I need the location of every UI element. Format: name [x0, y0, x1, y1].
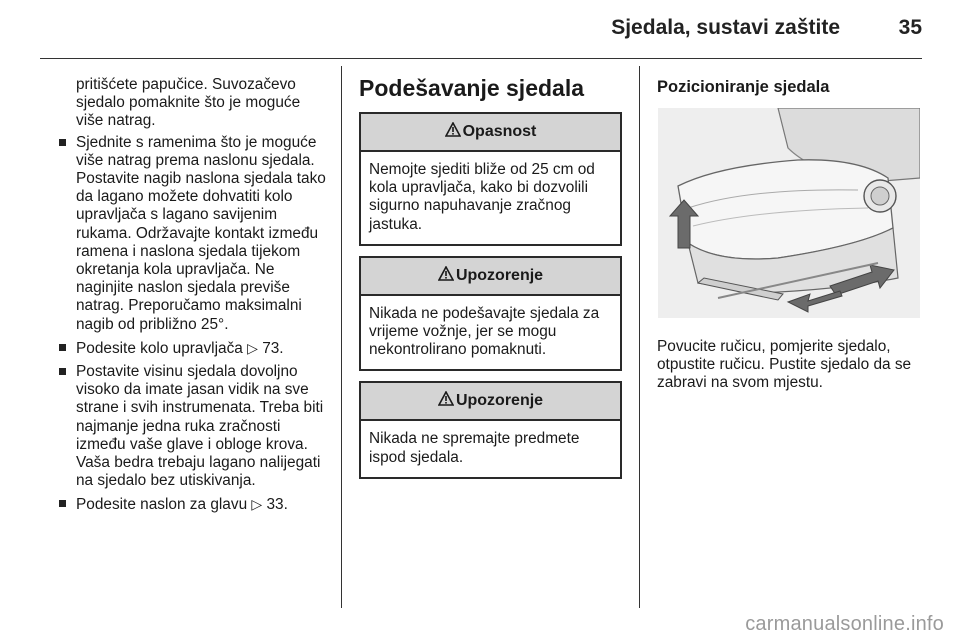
- column-divider-1: [341, 66, 342, 608]
- list-item-text: Podesite naslon za glavu: [76, 496, 248, 514]
- figure-caption: Povucite ručicu, pomjerite sjedalo, otpustite ručicu. Pustite sjedalo da se zabravi na svom mjestu.: [657, 338, 912, 392]
- bullet-square-icon: [59, 500, 66, 507]
- seat-adjustment-illustration: [658, 108, 920, 318]
- notice-text: Nemojte sjediti bliže od 25 cm od kola upravljača, kako bi dozvolili sigurno napuhavanje zračnog jastuka.: [369, 161, 595, 233]
- page-reference[interactable]: 73.: [262, 339, 284, 357]
- watermark: carmanualsonline.info: [745, 613, 944, 635]
- warning-triangle-icon: [445, 122, 461, 142]
- notice-header: [361, 114, 620, 152]
- column-divider-2: [639, 66, 640, 608]
- page-number: 35: [898, 16, 922, 39]
- bullet-square-icon: [59, 368, 66, 375]
- page-reference-icon: ▷: [251, 496, 263, 513]
- list-item-text: Postavite visinu sjedala dovoljno visoko da imate jasan vidik na sve strane i svih instrumenata. Treba biti najmanje jedna ruka zračnosti između vaše glave i obloge krova. Vaša bedra trebaju lagano nalijegati na sjedalo bez utiskivanja.: [76, 363, 324, 490]
- list-item: [58, 339, 326, 358]
- page-reference-icon: ▷: [247, 339, 258, 356]
- notice-text: Nikada ne spremajte predmete ispod sjedala.: [369, 430, 580, 466]
- column-3: [657, 78, 921, 393]
- danger-notice: [359, 112, 622, 246]
- warning-notice: [359, 381, 622, 478]
- list-item: [58, 495, 326, 514]
- list-item: [58, 363, 326, 490]
- subsection-title: Pozicioniranje sjedala: [657, 78, 830, 96]
- header-title: Sjedala, sustavi zaštite: [611, 16, 840, 39]
- notice-label: Opasnost: [462, 123, 537, 140]
- section-title: Podešavanje sjedala: [359, 75, 585, 101]
- list-item: [58, 134, 326, 334]
- bullet-list: [58, 134, 326, 515]
- notice-header: [361, 383, 620, 421]
- column-2: [359, 74, 622, 489]
- notice-text: Nikada ne podešavajte sjedala za vrijeme vožnje, jer se mogu nekontrolirano pomaknuti.: [369, 304, 600, 359]
- bullet-square-icon: [59, 344, 66, 351]
- warning-triangle-icon: [438, 266, 454, 286]
- intro-paragraph: pritišćete papučice. Suvozačevo sjedalo pomaknite što je moguće više natrag.: [76, 76, 301, 130]
- notice-header: [361, 258, 620, 296]
- list-item-text: Sjednite s ramenima što je moguće više natrag prema naslonu sjedala. Postavite nagib naslona sjedala tako da lagano možete dohvatiti kolo upravljača s lagano savijenim rukama. Održavajte kontakt između ramena i naslona sjedala tijekom okretanja kola upravljača. Ne naginjite naslon sjedala previše natrag. Preporučamo maksimalni nagib od približno 25°.: [76, 133, 326, 333]
- notice-label: Upozorenje: [455, 392, 544, 410]
- header-divider: [40, 58, 922, 59]
- warning-triangle-icon: [438, 391, 454, 411]
- notice-label: Upozorenje: [455, 266, 544, 284]
- page-reference[interactable]: 33.: [266, 496, 288, 514]
- column-1: [58, 76, 326, 520]
- bullet-square-icon: [59, 139, 66, 146]
- warning-notice: [359, 256, 622, 372]
- list-item-text: Podesite kolo upravljača: [76, 339, 243, 357]
